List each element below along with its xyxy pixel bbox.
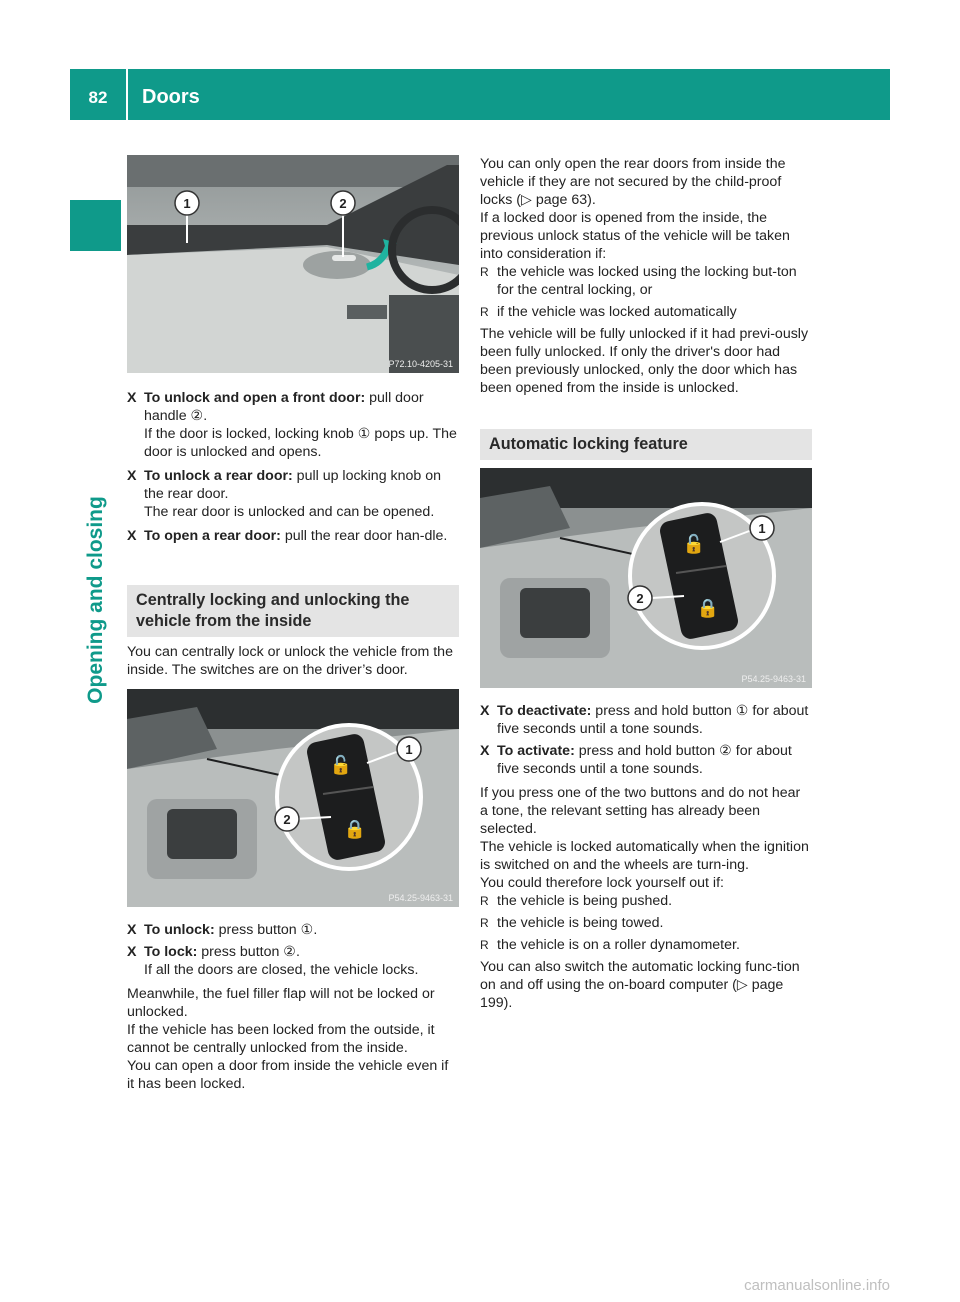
callout-1: 1 (405, 742, 413, 757)
step-subtext: The rear door is unlocked and can be opened. (144, 504, 435, 520)
left-column (127, 155, 459, 1093)
paragraph: The vehicle will be fully unlocked if it had previ-ously been fully unlocked. If only the driver's door had been previously unlocked, only the door which has been opened from the inside is unlocked. (480, 326, 809, 396)
step-text: press and hold button ② for about five seconds until a tone sounds. (497, 743, 792, 777)
lock-icon: 🔒 (343, 819, 367, 839)
step-text: pull up locking knob on the rear door. (144, 468, 442, 502)
callout-2: 2 (636, 591, 644, 606)
callout-1: 1 (183, 196, 191, 211)
unlock-icon: 🔓 (329, 755, 353, 775)
chapter-tab (70, 200, 121, 251)
step-label: To lock: (144, 944, 198, 960)
step-text: pull the rear door han-dle. (280, 528, 448, 544)
right-column (480, 155, 812, 1012)
step-marker: X (480, 703, 490, 719)
header-divider (126, 69, 128, 120)
paragraph: You can open a door from inside the vehicle even if it has been locked. (127, 1058, 449, 1092)
step-label: To unlock and open a front door: (144, 390, 366, 406)
figure-code: P72.10-4205-31 (388, 359, 453, 369)
paragraph: If a locked door is opened from the inside, the previous unlock status of the vehicle will be taken into consideration if: (480, 210, 790, 262)
step-label: To activate: (497, 743, 575, 759)
step-subtext: If the door is locked, locking knob ① pops up. The door is unlocked and opens. (144, 426, 457, 460)
step-marker: X (127, 468, 137, 484)
figure-code: P54.25-9463-31 (741, 674, 806, 684)
paragraph: The vehicle is locked automatically when the ignition is switched on and the wheels are turn-ing. (480, 839, 809, 873)
step-marker: X (127, 390, 137, 406)
step-lock (127, 943, 459, 979)
step-text: press button ①. (214, 922, 318, 938)
bullet-text: the vehicle is on a roller dynamometer. (497, 937, 740, 953)
paragraph: Meanwhile, the fuel filler flap will not be locked or unlocked. (127, 986, 435, 1020)
step-text: pull door handle ②. (144, 390, 424, 424)
paragraph: If you press one of the two buttons and do not hear a tone, the relevant setting has already been selected. (480, 785, 801, 837)
step-unlock-front-door (127, 389, 459, 461)
switch-figure (127, 689, 459, 907)
step-label: To open a rear door: (144, 528, 281, 544)
bullet-text: the vehicle is being pushed. (497, 893, 673, 909)
bullet-text: if the vehicle was locked automatically (497, 304, 737, 320)
bullet-item (480, 936, 812, 954)
step-marker: X (127, 922, 137, 938)
paragraph: If the vehicle has been locked from the outside, it cannot be centrally unlocked from the inside. (127, 1022, 435, 1056)
subheading-central-locking: Centrally locking and unlocking the vehicle from the inside (127, 585, 459, 637)
auto-lock-figure (480, 468, 812, 688)
section-title: Doors (142, 86, 200, 108)
auto-lock-illustration (480, 468, 812, 688)
step-label: To deactivate: (497, 703, 592, 719)
bullet-marker: R (480, 265, 489, 279)
callout-1: 1 (758, 521, 766, 536)
paragraph: You can also switch the automatic locking func-tion on and off using the on-board computer (▷ page 199). (480, 959, 800, 1011)
front-door-figure (127, 155, 459, 373)
step-text: press and hold button ① for about five seconds until a tone sounds. (497, 703, 809, 737)
bullet-marker: R (480, 894, 489, 908)
step-activate (480, 742, 812, 778)
step-unlock (127, 921, 459, 939)
page-number: 82 (88, 88, 108, 107)
bullet-item (480, 303, 812, 321)
subheading-automatic-locking: Automatic locking feature (480, 429, 812, 460)
step-open-rear-door (127, 527, 459, 545)
step-text: press button ②. (197, 944, 300, 960)
bullet-item (480, 914, 812, 932)
bullet-text: the vehicle was locked using the locking but-ton for the central locking, or (497, 264, 797, 298)
unlock-icon: 🔓 (682, 534, 706, 554)
paragraph: You could therefore lock yourself out if: (480, 875, 724, 891)
bullet-item (480, 892, 812, 910)
step-subtext: If all the doors are closed, the vehicle locks. (144, 962, 419, 978)
step-marker: X (127, 944, 137, 960)
callout-2: 2 (339, 196, 347, 211)
step-label: To unlock: (144, 922, 215, 938)
paragraph: You can centrally lock or unlock the vehicle from the inside. The switches are on the driver’s door. (127, 644, 453, 678)
figure-code: P54.25-9463-31 (388, 893, 453, 903)
paragraph: You can only open the rear doors from inside the vehicle if they are not secured by the child-proof locks (▷ page 63). (480, 156, 786, 208)
chapter-label: Opening and closing (84, 496, 107, 704)
step-label: To unlock a rear door: (144, 468, 293, 484)
switch-illustration (127, 689, 459, 907)
step-deactivate (480, 702, 812, 738)
front-door-illustration (127, 155, 459, 373)
bullet-marker: R (480, 305, 489, 319)
step-marker: X (480, 743, 490, 759)
callout-2: 2 (283, 812, 291, 827)
bullet-item (480, 263, 812, 299)
bullet-text: the vehicle is being towed. (497, 915, 664, 931)
bullet-marker: R (480, 938, 489, 952)
lock-icon: 🔒 (696, 598, 720, 618)
bullet-marker: R (480, 916, 489, 930)
step-unlock-rear-door (127, 467, 459, 521)
step-marker: X (127, 528, 137, 544)
watermark: carmanualsonline.info (744, 1277, 890, 1294)
